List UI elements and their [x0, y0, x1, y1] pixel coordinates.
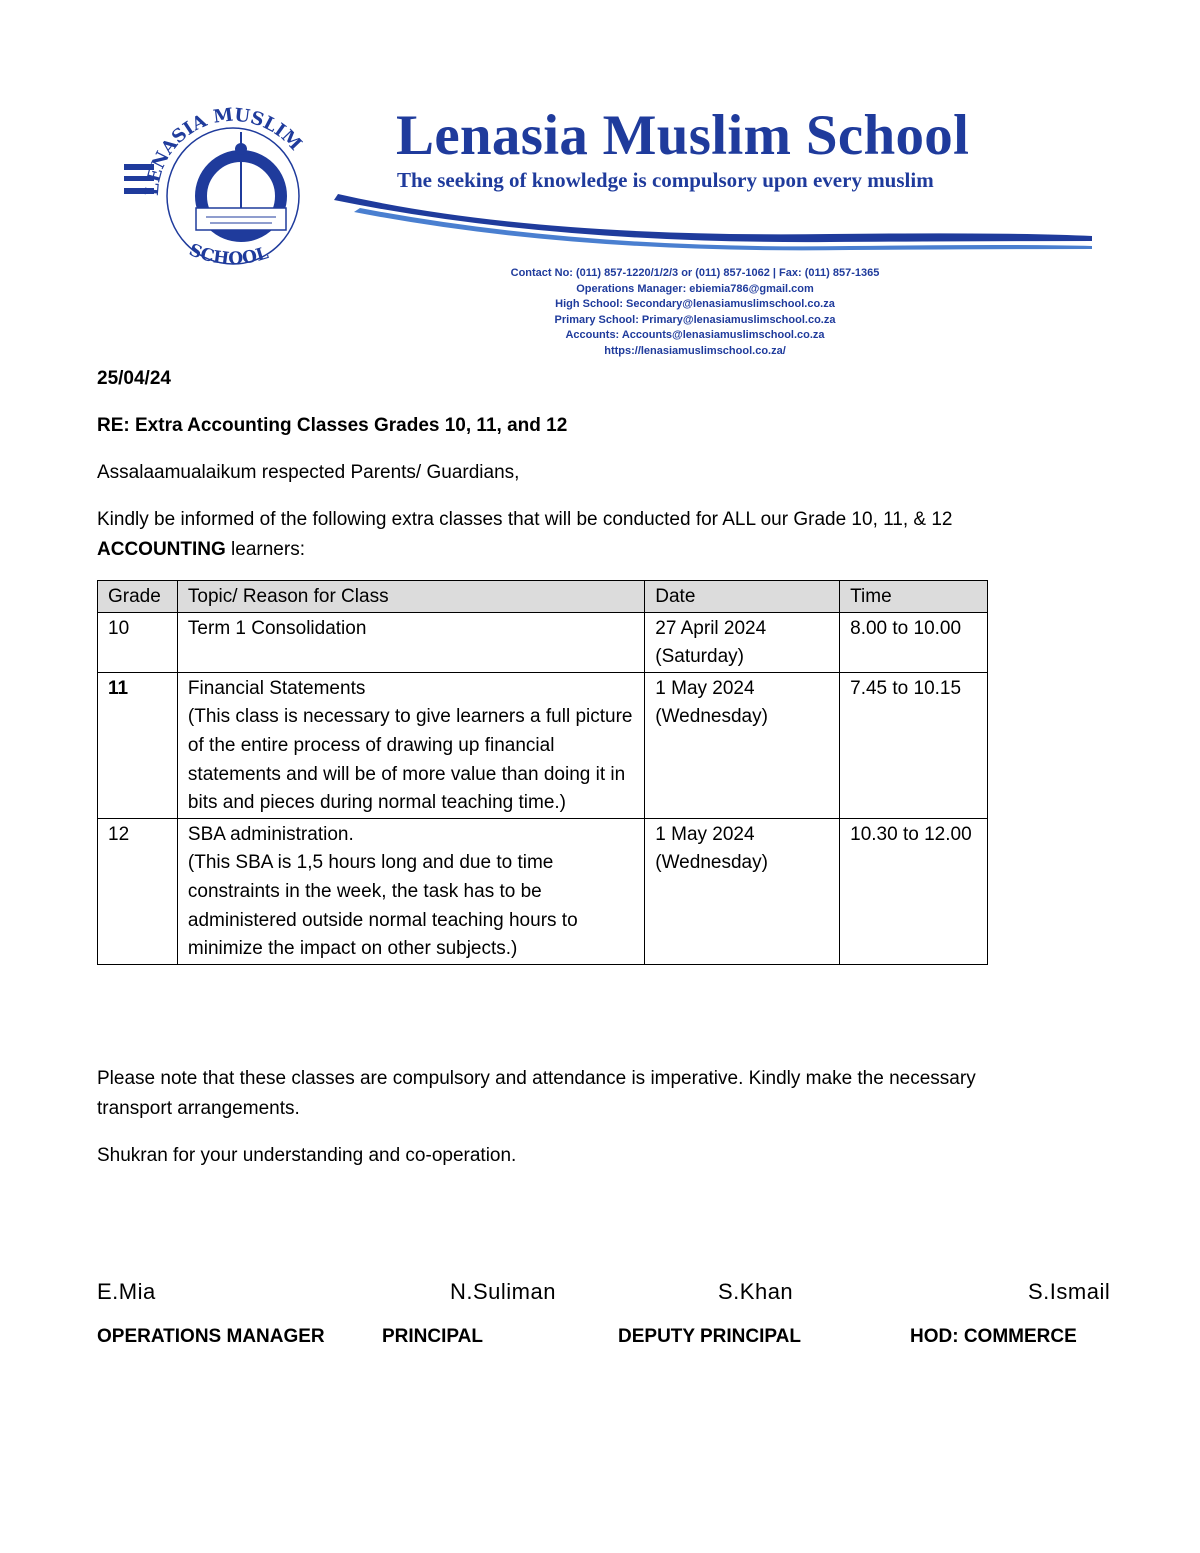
signatory-title: DEPUTY PRINCIPAL	[618, 1326, 801, 1347]
intro-rest: learners:	[225, 539, 305, 560]
cell-grade: 10	[98, 612, 178, 672]
header-swoosh	[330, 186, 1100, 256]
intro-subject-bold: ACCOUNTING	[97, 539, 226, 560]
cell-time: 7.45 to 10.15	[840, 672, 988, 818]
contact-phone: Contact No: (011) 857-1220/1/2/3 or (011) 857-1062 | Fax: (011) 857-1365	[510, 267, 880, 279]
svg-text:SCHOOL	[186, 240, 271, 269]
date-line-2: (Wednesday)	[655, 852, 768, 874]
contact-accounts-email[interactable]: Accounts: Accounts@lenasiamuslimschool.co.za	[565, 329, 825, 342]
topic-title: SBA administration.	[187, 823, 354, 845]
topic-title: Financial Statements	[187, 677, 366, 699]
contact-website-link[interactable]: https://lenasiamuslimschool.co.za/	[604, 344, 786, 357]
cell-grade: 11	[98, 672, 178, 818]
table-row	[98, 818, 988, 964]
date-line-1: 1 May 2024	[655, 677, 755, 699]
cell-grade: 12	[98, 818, 178, 964]
table-header-row	[98, 581, 988, 613]
topic-title: Term 1 Consolidation	[187, 617, 367, 639]
contact-operations-email[interactable]: Operations Manager: ebiemia786@gmail.com	[576, 282, 814, 295]
note-line-2: transport arrangements.	[97, 1098, 300, 1119]
closing-thanks: Shukran for your understanding and co-operation.	[97, 1145, 517, 1166]
signatory-name: S.Ismail	[1028, 1279, 1111, 1304]
cell-topic	[177, 818, 644, 964]
logo-text-top: LENASIA MUSLIM	[141, 104, 306, 197]
intro-line-2	[97, 535, 305, 565]
date-line-2: (Wednesday)	[655, 706, 768, 728]
cell-time: 8.00 to 10.00	[840, 612, 988, 672]
note-line-1: Please note that these classes are compulsory and attendance is imperative. Kindly make the necessary	[97, 1068, 976, 1089]
contact-high-school-email[interactable]: High School: Secondary@lenasiamuslimschool.co.za	[555, 298, 835, 311]
logo-text-bottom: SCHOOL	[186, 240, 271, 270]
cell-topic	[177, 612, 644, 672]
letter-greeting: Assalaamualaikum respected Parents/ Guardians,	[97, 462, 520, 483]
header-date: Date	[645, 581, 840, 613]
contact-block	[430, 266, 960, 360]
cell-date	[645, 672, 840, 818]
contact-primary-school-email[interactable]: Primary School: Primary@lenasiamuslimschool.co.za	[554, 313, 836, 326]
signatory-title: HOD: COMMERCE	[910, 1326, 1077, 1347]
topic-detail: (This SBA is 1,5 hours long and due to time constraints in the week, the task has to be administered outside normal teaching hours to minimize the impact on other subjects.)	[187, 852, 578, 960]
classes-table	[97, 580, 988, 965]
signatory-name: E.Mia	[97, 1279, 156, 1304]
signatory-title: PRINCIPAL	[382, 1326, 483, 1347]
signatory-name: N.Suliman	[450, 1279, 556, 1304]
signatory-name: S.Khan	[718, 1279, 794, 1304]
letter-subject: RE: Extra Accounting Classes Grades 10, 11, and 12	[97, 415, 568, 436]
cell-time: 10.30 to 12.00	[840, 818, 988, 964]
cell-topic	[177, 672, 644, 818]
header-time: Time	[840, 581, 988, 613]
letter-date: 25/04/24	[97, 368, 171, 389]
header-topic: Topic/ Reason for Class	[177, 581, 644, 613]
date-line-2: (Saturday)	[655, 646, 744, 668]
cell-date	[645, 612, 840, 672]
date-line-1: 27 April 2024	[655, 617, 767, 639]
intro-line-1: Kindly be informed of the following extra classes that will be conducted for ALL our Grade 10, 11, & 12	[97, 509, 953, 530]
school-logo	[118, 104, 348, 284]
school-name: Lenasia Muslim School	[396, 104, 970, 167]
cell-date	[645, 818, 840, 964]
signatory-title: OPERATIONS MANAGER	[97, 1326, 325, 1347]
table-row	[98, 672, 988, 818]
topic-detail: (This class is necessary to give learners a full picture of the entire process of drawing up financial statements and will be of more value than doing it in bits and pieces during normal teaching time.)	[187, 706, 633, 814]
school-tagline: The seeking of knowledge is compulsory upon every muslim	[397, 168, 934, 192]
header-grade: Grade	[98, 581, 178, 613]
date-line-1: 1 May 2024	[655, 823, 755, 845]
table-row	[98, 612, 988, 672]
